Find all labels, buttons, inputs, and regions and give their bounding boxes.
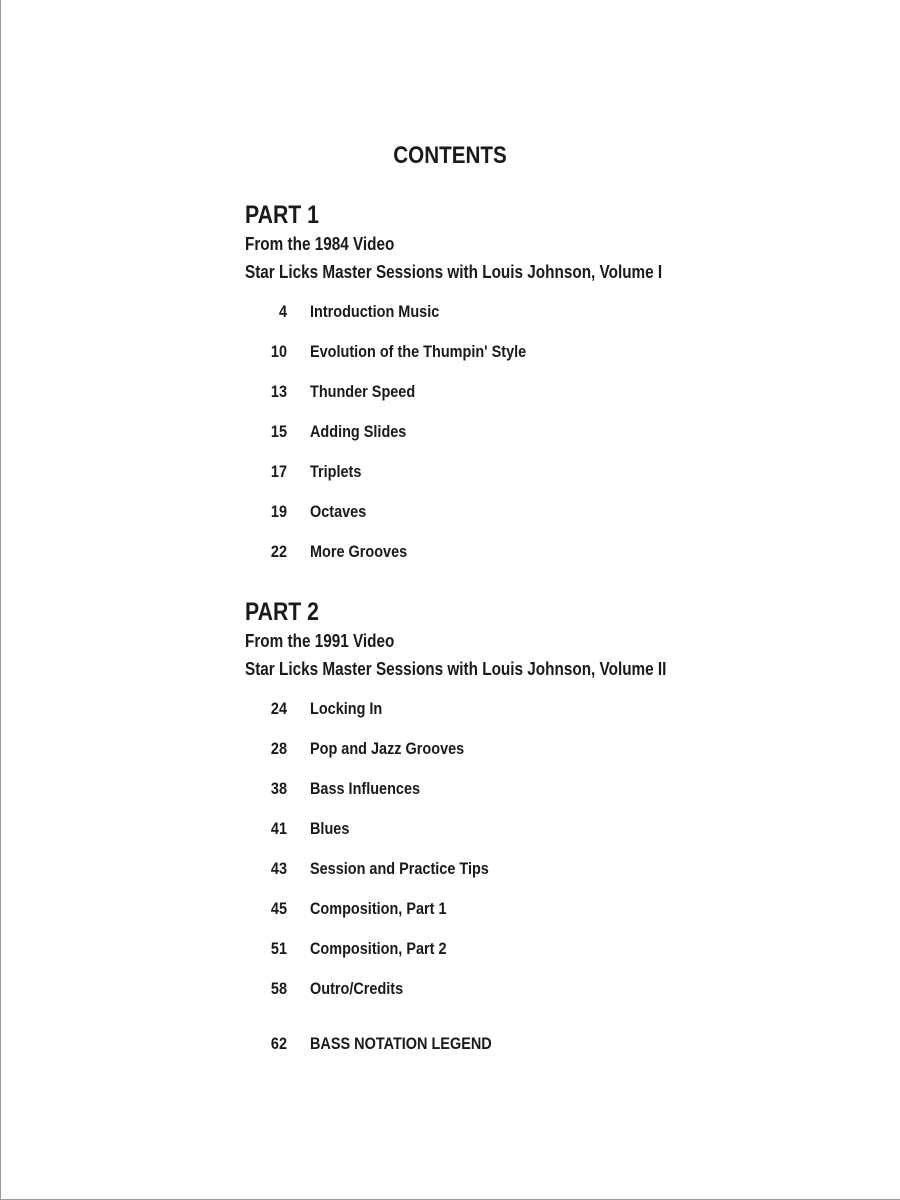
- toc-entry-title: Triplets: [310, 462, 362, 481]
- toc-entry-title: Session and Practice Tips: [310, 859, 489, 878]
- toc-entry-page: 62: [270, 1034, 287, 1053]
- toc-entry[interactable]: [245, 857, 845, 897]
- toc-entry[interactable]: [245, 737, 845, 777]
- toc-entry-page: 38: [270, 779, 287, 798]
- toc-entry-title: More Grooves: [310, 542, 408, 561]
- toc-entry-page: 22: [270, 542, 287, 561]
- toc-entry[interactable]: [245, 300, 845, 340]
- toc-entry[interactable]: [245, 380, 845, 420]
- toc-entry-page: 45: [270, 899, 287, 918]
- toc-entry-page: 24: [270, 699, 287, 718]
- toc-entry-page: 10: [270, 342, 287, 361]
- part-2-source: From the 1991 Video: [245, 631, 395, 651]
- toc-entry-title: Evolution of the Thumpin' Style: [310, 342, 527, 361]
- toc-entry-title: Octaves: [310, 502, 367, 521]
- toc-entry-page: 41: [270, 819, 287, 838]
- toc-entry[interactable]: [245, 697, 845, 737]
- toc-entry[interactable]: [245, 937, 845, 977]
- toc-entry-title: Composition, Part 1: [310, 899, 447, 918]
- toc-entry[interactable]: [245, 340, 845, 380]
- toc-entry-page: 17: [270, 462, 287, 481]
- part-1-section: [245, 200, 845, 580]
- part-1-source: From the 1984 Video: [245, 234, 395, 254]
- toc-entry-page: 58: [270, 979, 287, 998]
- toc-entry[interactable]: [245, 977, 845, 1017]
- toc-entry-title: BASS NOTATION LEGEND: [310, 1034, 492, 1053]
- toc-entry[interactable]: [245, 500, 845, 540]
- toc-entry-page: 51: [270, 939, 287, 958]
- toc-entry-title: Outro/Credits: [310, 979, 404, 998]
- part-1-subtitle: Star Licks Master Sessions with Louis Johnson, Volume I: [245, 262, 663, 282]
- part-2-subtitle: Star Licks Master Sessions with Louis Johnson, Volume II: [245, 659, 667, 679]
- toc-entry-page: 13: [270, 382, 287, 401]
- toc-entry[interactable]: [245, 460, 845, 500]
- toc-entry-title: Pop and Jazz Grooves: [310, 739, 465, 758]
- part-2-heading: PART 2: [245, 598, 320, 626]
- toc-entry-page: 15: [270, 422, 287, 441]
- part-1-heading: PART 1: [245, 201, 320, 229]
- toc-entry[interactable]: [245, 420, 845, 460]
- toc-entry-title: Bass Influences: [310, 779, 421, 798]
- part-2-entries: [245, 697, 845, 1017]
- page-title: CONTENTS: [393, 142, 507, 169]
- toc-entry-page: 28: [270, 739, 287, 758]
- toc-entry-title: Thunder Speed: [310, 382, 416, 401]
- toc-entry-page: 19: [270, 502, 287, 521]
- part-1-entries: [245, 300, 845, 580]
- toc-entry[interactable]: [245, 540, 845, 580]
- toc-entry-title: Blues: [310, 819, 350, 838]
- part-2-section: [245, 597, 845, 1017]
- toc-entry-page: 4: [278, 302, 287, 321]
- toc-entry-title: Adding Slides: [310, 422, 407, 441]
- toc-entry-page: 43: [270, 859, 287, 878]
- toc-entry-title: Locking In: [310, 699, 383, 718]
- toc-entry-title: Introduction Music: [310, 302, 440, 321]
- toc-entry[interactable]: [245, 897, 845, 937]
- toc-entry-title: Composition, Part 2: [310, 939, 447, 958]
- toc-entry[interactable]: [245, 777, 845, 817]
- toc-entry[interactable]: [245, 817, 845, 857]
- toc-entry-legend[interactable]: [245, 1032, 845, 1056]
